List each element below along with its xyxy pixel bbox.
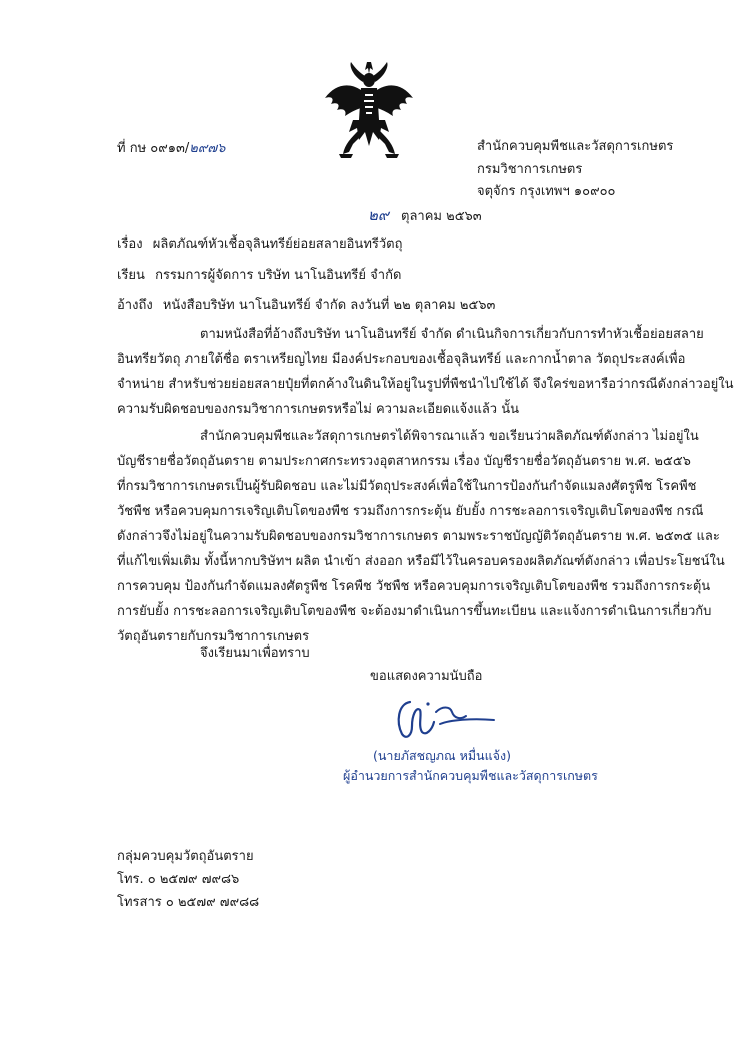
paragraph-line: ดังกล่าวจึงไม่อยู่ในความรับผิดชอบของกรมวิชาการเกษตร ตามพระราชบัญญัติวัตถุอันตราย พ.ศ. ๒๕๓๕ และ	[117, 529, 720, 544]
garuda-emblem-icon	[323, 60, 415, 160]
subject-label: เรื่อง	[117, 237, 143, 252]
subject-line	[117, 237, 402, 253]
letter-date	[368, 207, 482, 225]
date-month-year: ตุลาคม ๒๕๖๓	[401, 209, 482, 224]
signer-position: ผู้อำนวยการสำนักควบคุมพืชและวัสดุการเกษตร	[343, 768, 598, 783]
body-paragraph-1	[117, 322, 734, 422]
paragraph-line: การควบคุม ป้องกันกำจัดแมลงศัตรูพืช โรคพืช วัชพืช หรือควบคุมการเจริญเติบโตของพืช รวมถึงการกระตุ้น	[117, 579, 711, 594]
paragraph-line: สำนักควบคุมพืชและวัสดุการเกษตรได้พิจารณาแล้ว ขอเรียนว่าผลิตภัณฑ์ดังกล่าว ไม่อยู่ใน	[200, 429, 699, 444]
handwritten-signature	[388, 696, 498, 742]
recipient-label: เรียน	[117, 268, 145, 283]
subject-text: ผลิตภัณฑ์หัวเชื้อจุลินทรีย์ย่อยสลายอินทรีวัตถุ	[152, 237, 403, 252]
reference-handwritten-number: ๒๙๗๖	[189, 141, 226, 156]
reference-label: อ้างถึง	[117, 298, 153, 313]
recipient-text: กรรมการผู้จัดการ บริษัท นาโนอินทรีย์ จำกัด	[155, 268, 402, 283]
agency-address: จตุจักร กรุงเทพฯ ๑๐๙๐๐	[477, 184, 616, 199]
footer-fax: โทรสาร ๐ ๒๕๗๙ ๗๙๘๘	[117, 895, 260, 910]
signer-name: (นายภัสชญภณ หมื่นแจ้ง)	[373, 748, 511, 763]
paragraph-line: วัชพืช หรือควบคุมการเจริญเติบโตของพืช รวมถึงการกระตุ้น ยับยั้ง การชะลอการเจริญเติบโตของพืช กรณี	[117, 504, 704, 519]
salutation: ขอแสดงความนับถือ	[370, 669, 483, 684]
reference-number	[117, 141, 225, 157]
paragraph-line: ตามหนังสือที่อ้างถึงบริษัท นาโนอินทรีย์ จำกัด ดำเนินกิจการเกี่ยวกับการทำหัวเชื้อย่อยสลาย	[200, 327, 704, 342]
footer-phone: โทร. ๐ ๒๕๗๙ ๗๙๘๖	[117, 872, 240, 887]
paragraph-line: วัตถุอันตรายกับกรมวิชาการเกษตร	[117, 629, 310, 644]
recipient-line	[117, 268, 401, 284]
footer-division: กลุ่มควบคุมวัตถุอันตราย	[117, 849, 254, 864]
body-paragraph-2	[117, 424, 725, 649]
paragraph-line: จำหน่าย สำหรับช่วยย่อยสลายปุ๋ยที่ตกค้างในดินให้อยู่ในรูปที่พืชนำไปใช้ได้ จึงใคร่ขอหารือว่ากรณีดังกล่าวอยู่ใน	[117, 377, 734, 392]
closing-line: จึงเรียนมาเพื่อทราบ	[200, 646, 310, 661]
reference-text: หนังสือบริษัท นาโนอินทรีย์ จำกัด ลงวันที่ ๒๒ ตุลาคม ๒๕๖๓	[162, 298, 496, 313]
date-day-handwritten: ๒๙	[368, 206, 389, 224]
reference-line	[117, 298, 495, 314]
paragraph-line: อินทรียวัตถุ ภายใต้ชื่อ ตราเหรียญไทย มีองค์ประกอบของเชื้อจุลินทรีย์ และกากน้ำตาล วัตถุประสงค์เพื่อ	[117, 352, 686, 367]
paragraph-line: ที่กรมวิชาการเกษตรเป็นผู้รับผิดชอบ และไม่มีวัตถุประสงค์เพื่อใช้ในการป้องกันกำจัดแมลงศัตรูพืช โรคพืช	[117, 479, 697, 494]
paragraph-line: บัญชีรายชื่อวัตถุอันตราย ตามประกาศกระทรวงอุตสาหกรรม เรื่อง บัญชีรายชื่อวัตถุอันตราย พ.ศ. ๒๕๕๖	[117, 454, 691, 469]
reference-prefix: ที่ กษ ๐๙๑๓/	[117, 141, 190, 156]
paragraph-line: การยับยั้ง การชะลอการเจริญเติบโตของพืช จะต้องมาดำเนินการขึ้นทะเบียน และแจ้งการดำเนินการเกี่ยวกับ	[117, 604, 712, 619]
department-name: กรมวิชาการเกษตร	[477, 162, 583, 177]
paragraph-line: ที่แก้ไขเพิ่มเติม ทั้งนี้หากบริษัทฯ ผลิต นำเข้า ส่งออก หรือมีไว้ในครอบครองผลิตภัณฑ์ดังกล่าว เพื่อประโยชน์ใน	[117, 554, 725, 569]
paragraph-line: ความรับผิดชอบของกรมวิชาการเกษตรหรือไม่ ความละเอียดแจ้งแล้ว นั้น	[117, 402, 520, 417]
agency-name: สำนักควบคุมพืชและวัสดุการเกษตร	[477, 139, 674, 154]
